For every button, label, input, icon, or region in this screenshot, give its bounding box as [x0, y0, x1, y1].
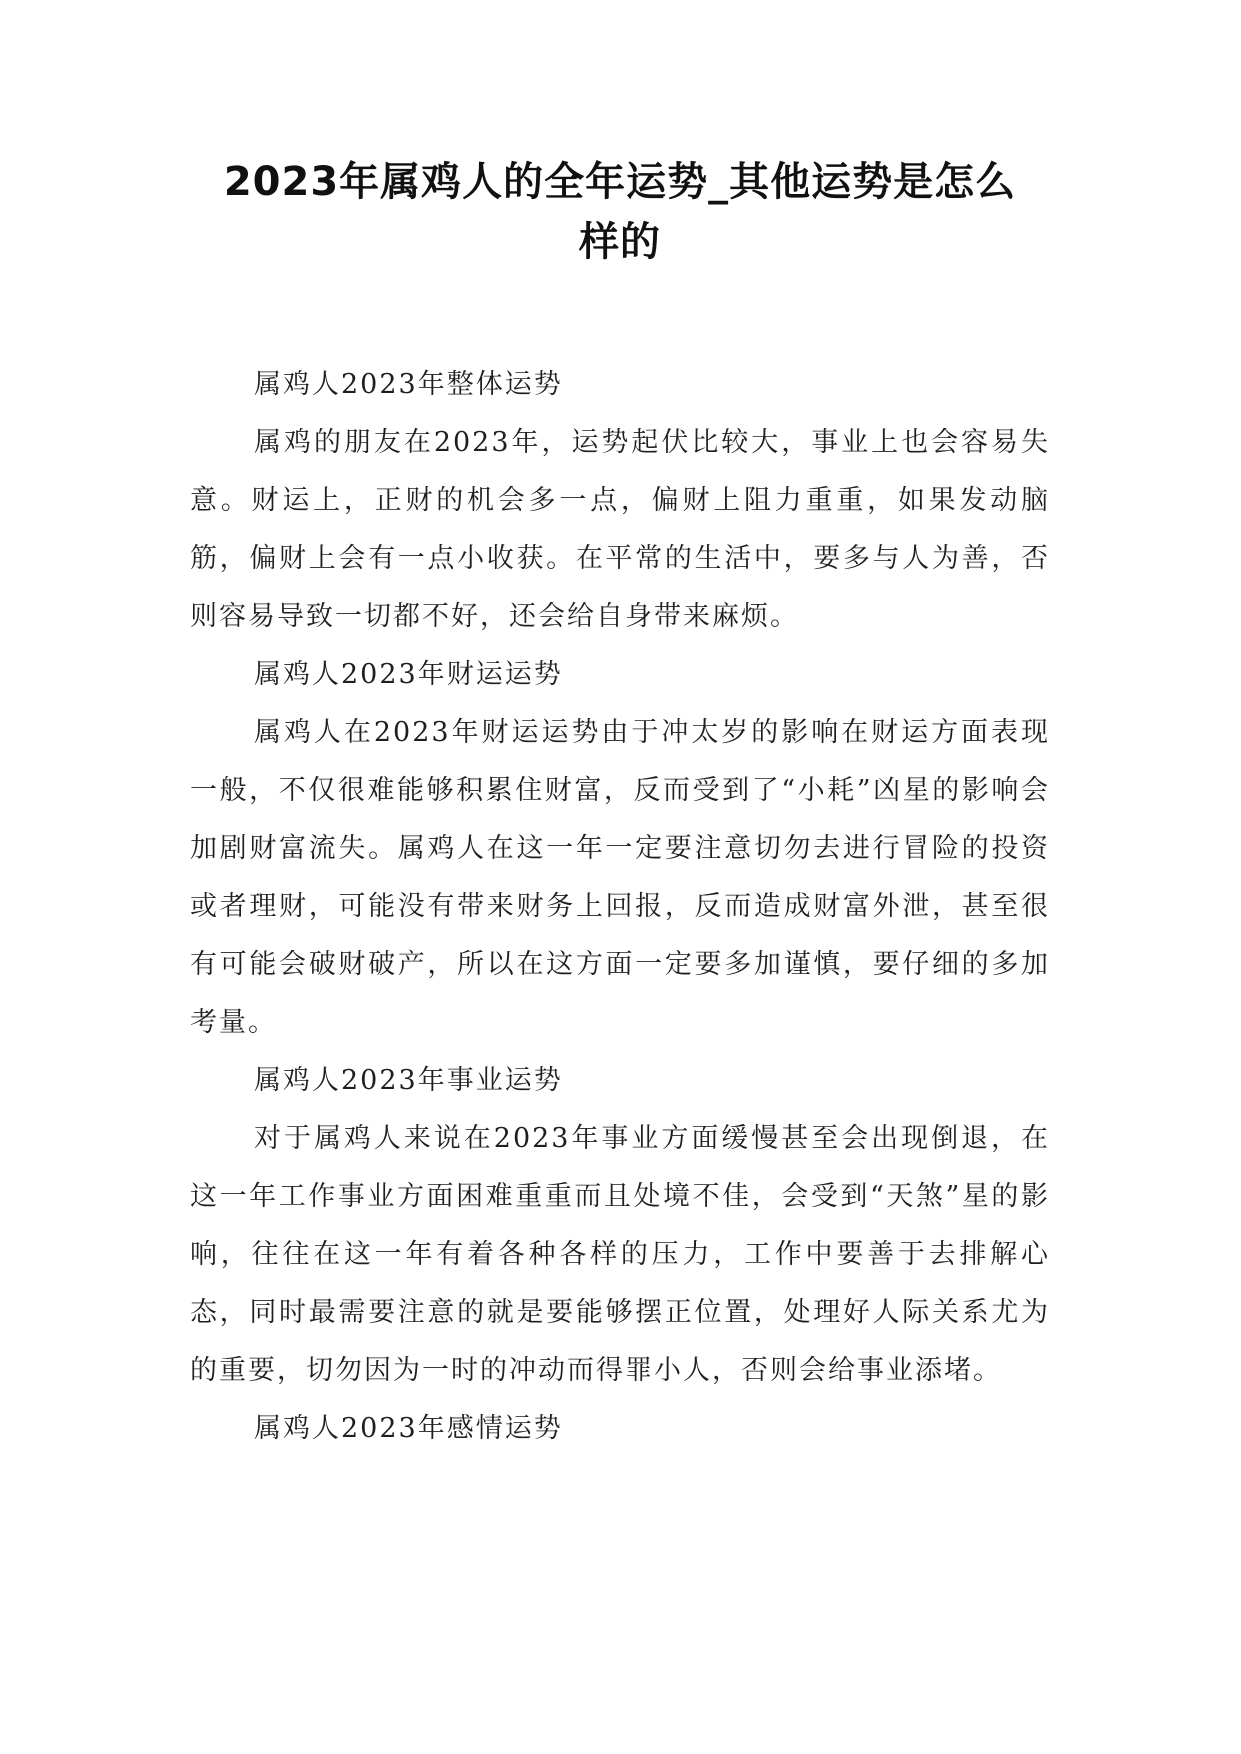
- paragraph-career: 对于属鸡人来说在2023年事业方面缓慢甚至会出现倒退，在这一年工作事业方面困难重重而且处境不佳，会受到“天煞”星的影响，往往在这一年有着各种各样的压力，工作中要善于去排解心态，同时最需要注意的就是要能够摆正位置，处理好人际关系尤为的重要，切勿因为一时的冲动而得罪小人，否则会给事业添堵。: [190, 1123, 1050, 1386]
- document-body: [190, 356, 1050, 1458]
- page-title: [160, 152, 1080, 272]
- section-heading-love: 属鸡人2023年感情运势: [254, 1413, 563, 1444]
- title-line-1: 2023年属鸡人的全年运势_其他运势是怎么: [223, 159, 1017, 205]
- title-line-2: 样的: [579, 219, 661, 265]
- section-heading-wealth: 属鸡人2023年财运运势: [254, 659, 563, 690]
- section-heading-career: 属鸡人2023年事业运势: [254, 1065, 563, 1096]
- section-heading-overall: 属鸡人2023年整体运势: [254, 369, 563, 400]
- paragraph-wealth: 属鸡人在2023年财运运势由于冲太岁的影响在财运方面表现一般，不仅很难能够积累住财富，反而受到了“小耗”凶星的影响会加剧财富流失。属鸡人在这一年一定要注意切勿去进行冒险的投资或者理财，可能没有带来财务上回报，反而造成财富外泄，甚至很有可能会破财破产，所以在这方面一定要多加谨慎，要仔细的多加考量。: [190, 717, 1050, 1038]
- paragraph-overall: 属鸡的朋友在2023年，运势起伏比较大，事业上也会容易失意。财运上，正财的机会多一点，偏财上阻力重重，如果发动脑筋，偏财上会有一点小收获。在平常的生活中，要多与人为善，否则容易导致一切都不好，还会给自身带来麻烦。: [190, 427, 1050, 632]
